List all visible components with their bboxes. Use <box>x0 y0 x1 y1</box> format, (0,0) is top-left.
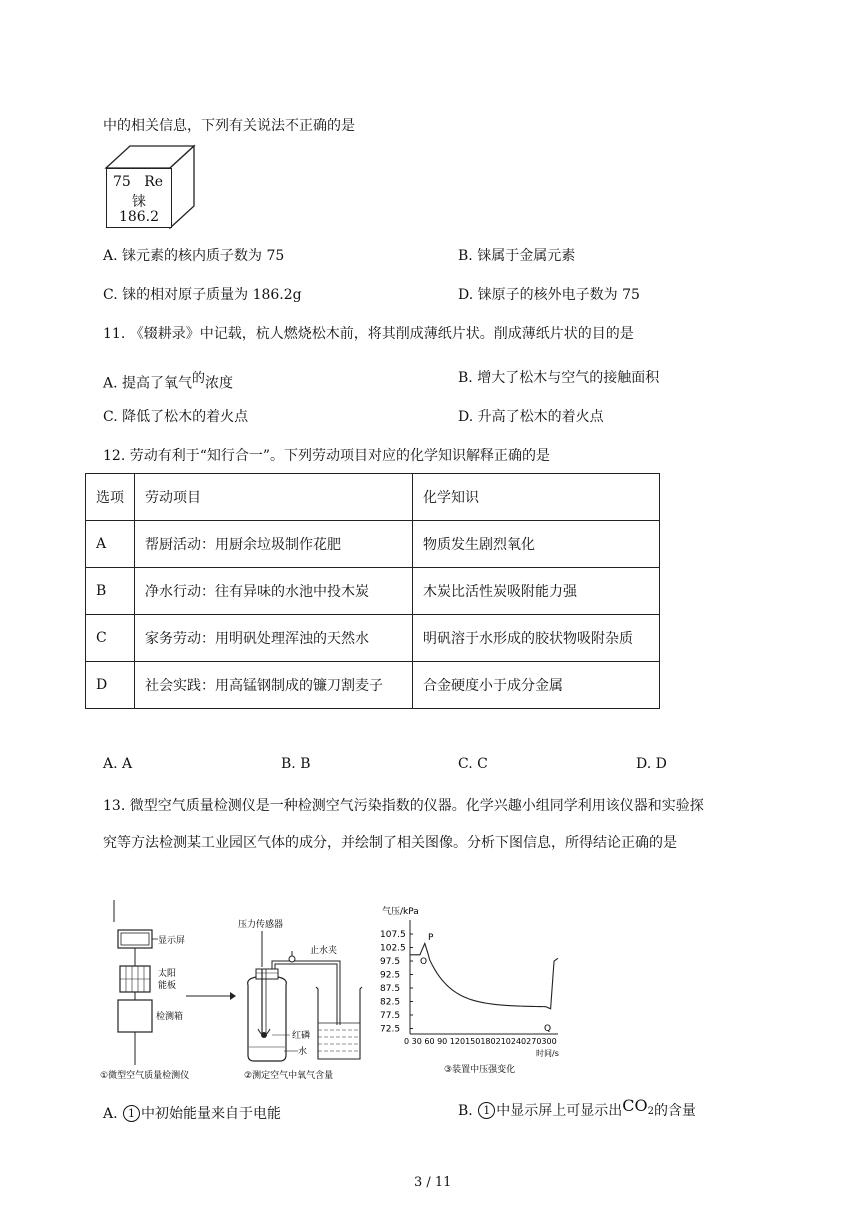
table-row <box>86 568 660 615</box>
y-tick-label: 97.5 <box>380 957 401 967</box>
table-cell: 物质发生剧烈氧化 <box>413 521 660 568</box>
point-p-label: P <box>428 933 434 943</box>
circled-number: 1 <box>478 1102 495 1119</box>
header-option: 选项 <box>86 474 135 521</box>
chart-xlabel: 时间/s <box>536 1049 559 1058</box>
table-cell: 帮厨活动：用厨余垃圾制作花肥 <box>135 521 413 568</box>
co2-formula: $CO_2$ <box>622 1096 654 1117</box>
label-box: 检测箱 <box>156 1012 184 1022</box>
table-cell: 净水行动：往有异味的水池中投木炭 <box>135 568 413 615</box>
table-cell: D <box>86 662 135 709</box>
y-tick-label: 107.5 <box>380 930 406 940</box>
q10-option-b: B. 铼属于金属元素 <box>458 248 576 264</box>
figure-oxygen-apparatus <box>238 915 373 1085</box>
y-tick-label: 82.5 <box>380 997 401 1008</box>
figure-pressure-chart <box>376 900 566 1085</box>
y-tick-label: 87.5 <box>380 984 401 994</box>
table-cell: 合金硬度小于成分金属 <box>413 662 660 709</box>
label-water-clamp: 止水夹 <box>310 946 338 956</box>
circled-number: 1 <box>123 1105 140 1122</box>
table-cell: A <box>86 521 135 568</box>
flask-icon <box>248 977 287 1061</box>
caption-fig3: ③装置中压强变化 <box>444 1065 516 1075</box>
arrow-icon <box>186 990 236 1002</box>
q13-stem-line2: 究等方法检测某工业园区气体的成分，并绘制了相关图像。分析下图信息，所得结论正确的是 <box>103 835 677 851</box>
point-o-label: O <box>420 957 428 967</box>
element-name: 铼 <box>132 194 146 210</box>
q10-option-c: C. 铼的相对原子质量为 186.2g <box>103 287 302 303</box>
caption-fig2: ②测定空气中氧气含量 <box>244 1071 334 1081</box>
label-panel: 能板 <box>158 981 177 991</box>
caption-fig1: ①微型空气质量检测仪 <box>100 1071 190 1081</box>
q10-option-d: D. 铼原子的核外电子数为 75 <box>458 287 640 303</box>
table-cell: 木炭比活性炭吸附能力强 <box>413 568 660 615</box>
q11-option-c: C. 降低了松木的着火点 <box>103 409 249 425</box>
q11-option-a: A. 提高了氧气$^的$浓度 <box>103 371 234 392</box>
table-row <box>86 662 660 709</box>
y-tick-label: 92.5 <box>380 970 401 981</box>
point-q-label: Q <box>544 1024 552 1034</box>
chart-ylabel: 气压/kPa <box>382 907 419 917</box>
q12-option-a: A. A <box>103 756 133 772</box>
q12-option-d: D. D <box>636 756 667 772</box>
y-tick-label: 77.5 <box>380 1011 401 1021</box>
q12-stem: 12. 劳动有利于“知行合一”。下列劳动项目对应的化学知识解释正确的是 <box>103 448 551 464</box>
label-screen: 显示屏 <box>158 936 186 946</box>
question-10-intro: 中的相关信息，下列有关说法不正确的是 <box>103 118 355 134</box>
q11-option-b: B. 增大了松木与空气的接触面积 <box>458 370 660 386</box>
table-row <box>86 615 660 662</box>
element-symbol: Re <box>144 174 164 190</box>
table-cell: 社会实践：用高锰钢制成的镰刀割麦子 <box>135 662 413 709</box>
table-cell: 家务劳动：用明矾处理浑浊的天然水 <box>135 615 413 662</box>
detector-box-icon <box>118 1000 152 1032</box>
q13-option-b: B. 1 中显示屏上可显示出$CO_2$的含量 <box>458 1096 696 1119</box>
q13-option-a: A. 1 中初始能量来自于电能 <box>103 1106 282 1122</box>
table-row <box>86 521 660 568</box>
x-tick-labels: 0 30 60 90 120150180210240270300 <box>404 1037 557 1046</box>
label-red-phosphorus: 红磷 <box>292 1031 311 1041</box>
element-card <box>106 168 172 228</box>
page-number: 3 / 11 <box>414 1175 452 1190</box>
label-solar: 太阳 <box>158 969 177 979</box>
q13-stem-line1: 13. 微型空气质量检测仪是一种检测空气污染指数的仪器。化学兴趣小组同学利用该仪器和实验探 <box>103 798 704 814</box>
y-tick-label: 72.5 <box>380 1024 401 1035</box>
label-pressure-sensor: 压力传感器 <box>238 920 284 930</box>
header-chem-knowledge: 化学知识 <box>413 474 660 521</box>
y-tick-label: 102.5 <box>380 943 406 954</box>
q12-option-c: C. C <box>458 756 488 772</box>
atomic-mass: 186.2 <box>118 209 160 225</box>
table-header-row <box>86 474 660 521</box>
header-labor-item: 劳动项目 <box>135 474 413 521</box>
q10-option-a: A. 铼元素的核内质子数为 75 <box>103 248 285 264</box>
table-cell: 明矾溶于水形成的胶状物吸附杂质 <box>413 615 660 662</box>
q11-option-d: D. 升高了松木的着火点 <box>458 409 604 425</box>
pressure-curve <box>410 943 558 1008</box>
q12-option-b: B. B <box>281 756 311 772</box>
table-cell: B <box>86 568 135 615</box>
q11-stem: 11. 《辍耕录》中记载，杭人燃烧松木前，将其削成薄纸片状。削成薄纸片状的目的是 <box>103 326 634 342</box>
atomic-number: 75 Re <box>113 174 164 190</box>
label-water: 水 <box>298 1047 308 1057</box>
table-cell: C <box>86 615 135 662</box>
labor-table <box>85 473 660 709</box>
